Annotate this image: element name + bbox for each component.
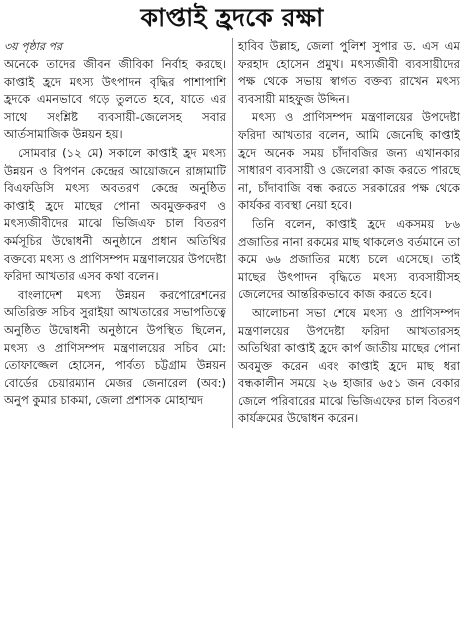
paragraph: হাবিব উল্লাহ, জেলা পুলিশ সুপার ড. এস এম ফরহাদ হোসেন প্রমুখ। মৎস্যজীবী ব্যবসায়ীদের পক্ষ থেকে সভায় স্বাগত বক্তব্য রাখেন মৎস্য ব্যবসায়ী মাহফুজ উদ্দিন। bbox=[238, 39, 460, 106]
left-column bbox=[4, 38, 226, 428]
continued-from-label: ৩য় পৃষ্ঠার পর bbox=[4, 40, 63, 53]
paragraph: তিনি বলেন, কাপ্তাই হ্রদে একসময় ৮৬ প্রজাতির নানা রকমের মাছ থাকলেও বর্তমানে তা কমে ৬৬ প্রজাতির মধ্যে চলে এসেছে। তাই মাছের উৎপাদন বৃদ্ধিতে মৎস্য ব্যবসায়ীসহ জেলেদের আন্তরিকভাবে কাজ করতে হবে। bbox=[238, 216, 460, 302]
paragraph: অনেকে তাদের জীবন জীবিকা নির্বাহ করছে। কাপ্তাই হ্রদে মৎস্য উৎপাদন বৃদ্ধির পাশাপাশি হ্রদকে এমনভাবে গড়ে তুলতে হবে, যাতে এর সাথে সংশ্লিষ্ট ব্যবসায়ী-জেলেসহ সবার আর্তসামাজিক উন্নয়ন হয়। bbox=[4, 57, 226, 142]
article-body bbox=[4, 38, 460, 428]
right-column bbox=[238, 38, 460, 428]
paragraph: বাংলাদেশ মৎস্য উন্নয়ন করপোরেশনের অতিরিক্ত সচিব সুরাইয়া আখতারের সভাপতিত্বে অনুষ্ঠিত উদ্বোধনী অনুষ্ঠানে উপস্থিত ছিলেন, মৎস্য ও প্রাণিসম্পদ মন্ত্রণালয়ের সচিব মো: তোফাজ্জেল হোসেন, পার্বত্য চট্টগ্রাম উন্নয়ন বোর্ডের চেয়ারম্যান মেজর জেনারেল (অব:) অনুপ কুমার চাকমা, জেলা প্রশাসক মোহাম্মদ bbox=[4, 287, 226, 408]
column-divider bbox=[232, 38, 233, 428]
paragraph: মৎস্য ও প্রাণিসম্পদ মন্ত্রণালয়ের উপদেষ্টা ফরিদা আখতার বলেন, আমি জেনেছি কাপ্তাই হ্রদে অনেক সময় চাঁদাবজির জন্য এখানকার সাধারণ ব্যবসায়ী ও জেলেরা কাজ করতে পারছে না, চাঁদাবাজি বন্ধ করতে সরকারের পক্ষ থেকে কার্যকর ব্যবস্থা নেয়া হবে। bbox=[238, 110, 460, 213]
headline: কাপ্তাই হ্রদকে রক্ষা bbox=[140, 3, 324, 32]
paragraph: সোমবার (১২ মে) সকালে কাপ্তাই হ্রদ মৎস্য উন্নয়ন ও বিপণন কেন্দ্রের আয়োজনে রাঙ্গামাটি বিএফডিসি মৎস্য অবতরণ কেন্দ্রে অনুষ্ঠিত কাপ্তাই হ্রদে মাছের পোনা অবমুক্তকরণ ও মৎস্যজীবীদের মাঝে ভিজিএফ চাল বিতরণ কর্মসূচির উদ্বোধনী অনুষ্ঠানে প্রধান অতিথির বক্তব্যে মৎস্য ও প্রাণিসম্পদ মন্ত্রণালয়ের উপদেষ্টা ফরিদা আখতার এসব কথা বলেন। bbox=[4, 145, 226, 284]
paragraph: আলোচনা সভা শেষে মৎস্য ও প্রাণিসম্পদ মন্ত্রণালয়ের উপদেষ্টা ফরিদা আখতারসহ অতিথিরা কাপ্তাই হ্রদে কার্প জাতীয় মাছের পোনা অবমুক্ত করেন এবং কাপ্তাই হ্রদে মাছ ধরা বন্ধকালীন সময়ে ২৬ হাজার ৬৫১ জন বেকার জেলে পরিবারের মাঝে ভিজিএফের চাল বিতরণ কার্যক্রমের উদ্বোধন করেন। bbox=[238, 305, 460, 426]
